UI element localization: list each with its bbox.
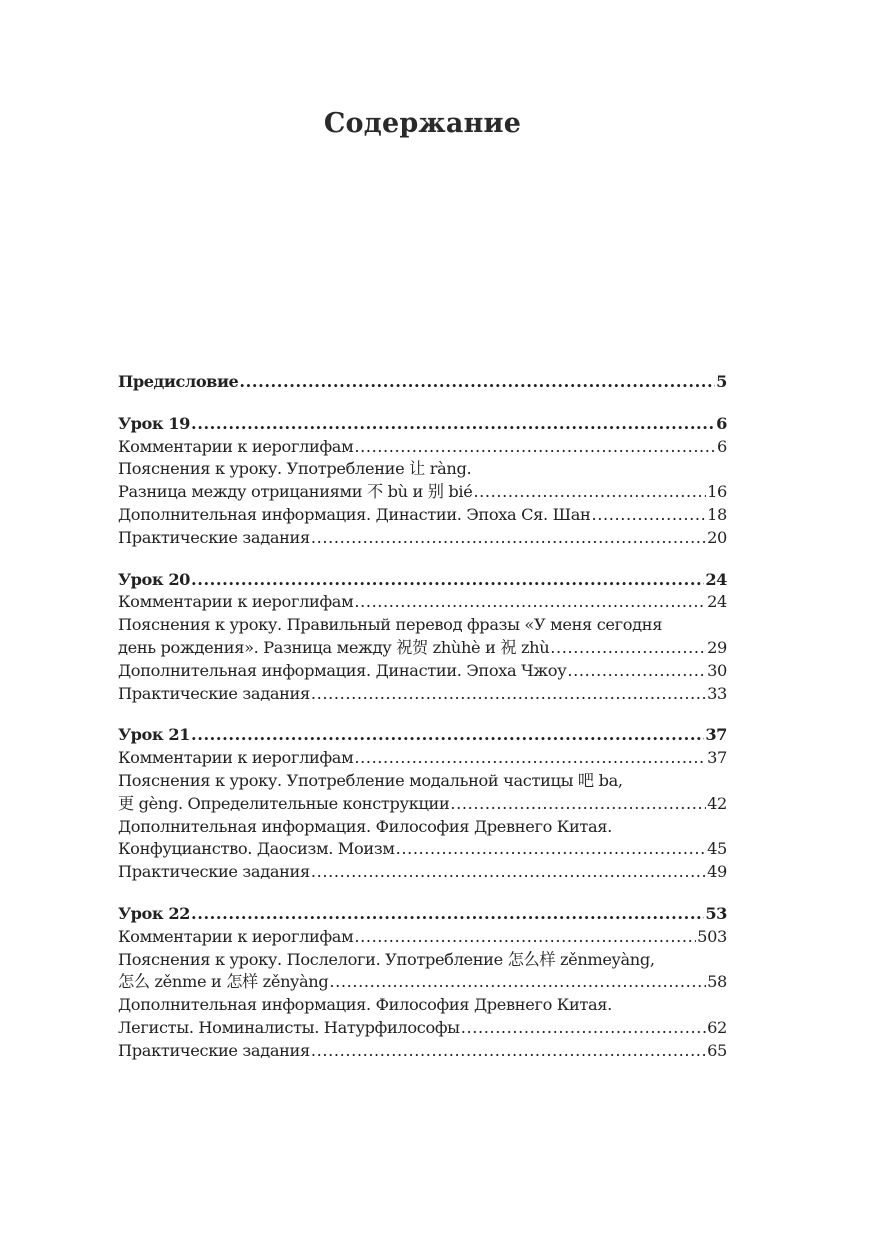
- toc-page-number: 42: [707, 793, 727, 813]
- toc-entry[interactable]: [118, 436, 727, 459]
- toc-entry-title: Легисты. Номиналисты. Натурфилософы: [118, 1017, 460, 1037]
- toc-page-number: 20: [707, 527, 727, 547]
- toc-page-number: 53: [705, 903, 727, 923]
- toc-entry-title: Разница между отрицаниями 不 bù и 别 bié: [118, 482, 473, 502]
- toc-page-number: 62: [707, 1017, 727, 1037]
- toc-entry[interactable]: [118, 660, 727, 683]
- toc-entry-title: Практические задания: [118, 1040, 310, 1060]
- toc-entry[interactable]: [118, 838, 727, 861]
- toc-page-number: 16: [707, 482, 727, 502]
- toc-entry-title: день рождения». Разница между 祝贺 zhùhè и 祝 zhù: [118, 637, 550, 657]
- toc-entry[interactable]: [118, 683, 727, 706]
- toc-lesson-19: [118, 413, 727, 550]
- toc-entry[interactable]: [118, 481, 727, 504]
- toc-entry-title: Комментарии к иероглифам: [118, 592, 354, 612]
- toc-page-number: 49: [707, 862, 727, 882]
- toc-entry-title: Предисловие: [118, 372, 239, 391]
- toc-page-number: 24: [707, 592, 727, 612]
- dot-leader: [311, 861, 706, 884]
- dot-leader: [311, 683, 706, 706]
- dot-leader: [191, 724, 704, 747]
- dot-leader: [461, 1017, 706, 1040]
- toc-entry-title: Комментарии к иероглифам: [118, 926, 354, 946]
- toc-lesson-20: [118, 569, 727, 706]
- dot-leader: [354, 926, 696, 949]
- toc-page-number: 33: [707, 683, 727, 703]
- toc-entry-preface[interactable]: [118, 371, 727, 394]
- toc-lesson-heading[interactable]: [118, 413, 727, 436]
- dot-leader: [450, 793, 706, 816]
- toc-entry-line: Дополнительная информация. Философия Древнего Китая.: [118, 816, 612, 836]
- toc-lesson-21: [118, 724, 727, 884]
- toc-lesson-heading[interactable]: [118, 724, 727, 747]
- toc-entry[interactable]: [118, 793, 727, 816]
- toc-entry-line: Дополнительная информация. Философия Древнего Китая.: [118, 995, 612, 1015]
- dot-leader: [396, 838, 707, 861]
- toc-page-number: 5: [716, 372, 727, 391]
- toc-entry-title: Комментарии к иероглифам: [118, 748, 354, 768]
- dot-leader: [191, 903, 704, 926]
- dot-leader: [311, 1040, 706, 1063]
- toc-entry-title: Комментарии к иероглифам: [118, 436, 354, 456]
- toc-entry-title: Дополнительная информация. Династии. Эпоха Чжоу: [118, 660, 567, 680]
- toc-entry-title: Конфуцианство. Даосизм. Моизм: [118, 839, 395, 859]
- toc-page-number: 18: [707, 504, 727, 524]
- toc-entry[interactable]: [118, 1040, 727, 1063]
- toc-entry-title: Дополнительная информация. Династии. Эпоха Ся. Шан: [118, 504, 591, 524]
- toc-entry[interactable]: [118, 926, 727, 949]
- dot-leader: [550, 637, 706, 660]
- toc-entry[interactable]: [118, 504, 727, 527]
- toc-entry-line: Пояснения к уроку. Употребление модальной частицы 吧 ba,: [118, 770, 623, 790]
- toc-entry[interactable]: [118, 747, 727, 770]
- toc-entry-line: Пояснения к уроку. Правильный перевод фразы «У меня сегодня: [118, 615, 663, 635]
- toc-lesson-heading[interactable]: [118, 903, 727, 926]
- dot-leader: [473, 481, 706, 504]
- toc-page-number: 58: [707, 972, 727, 992]
- toc-entry[interactable]: [118, 1017, 727, 1040]
- toc-entry-line: Пояснения к уроку. Послелоги. Употребление 怎么样 zěnmeyàng,: [118, 949, 655, 969]
- dot-leader: [567, 660, 706, 683]
- toc-entry-title: Урок 21: [118, 725, 190, 745]
- toc-entry-title: Практические задания: [118, 683, 310, 703]
- toc-entry-title: Практические задания: [118, 862, 310, 882]
- toc-lesson-heading[interactable]: [118, 569, 727, 592]
- toc-page-number: 6: [717, 436, 727, 456]
- toc-page-number: 6: [716, 413, 727, 433]
- dot-leader: [191, 569, 704, 592]
- toc-page-number: 45: [707, 839, 727, 859]
- toc-entry-title: Урок 19: [118, 413, 190, 433]
- table-of-contents: [118, 371, 727, 1082]
- toc-entry-title: Практические задания: [118, 527, 310, 547]
- toc-entry-title: 更 gèng. Определительные конструкции: [118, 793, 450, 813]
- toc-entry[interactable]: [118, 637, 727, 660]
- dot-leader: [239, 371, 715, 394]
- toc-entry-line: Пояснения к уроку. Употребление 让 ràng.: [118, 459, 472, 479]
- toc-preface: [118, 371, 727, 394]
- dot-leader: [354, 747, 706, 770]
- dot-leader: [591, 504, 706, 527]
- dot-leader: [329, 971, 706, 994]
- dot-leader: [354, 591, 706, 614]
- toc-entry[interactable]: [118, 971, 727, 994]
- dot-leader: [311, 527, 706, 550]
- toc-lesson-22: [118, 903, 727, 1063]
- dot-leader: [191, 413, 715, 436]
- toc-page-number: 37: [707, 748, 727, 768]
- toc-page-number: 30: [707, 660, 727, 680]
- toc-page-number: 37: [705, 725, 727, 745]
- dot-leader: [354, 436, 716, 459]
- toc-entry-title: Урок 20: [118, 569, 190, 589]
- toc-entry[interactable]: [118, 591, 727, 614]
- toc-page-number: 24: [705, 569, 727, 589]
- page-title: Содержание: [323, 108, 522, 139]
- toc-entry-title: Урок 22: [118, 903, 190, 923]
- toc-entry[interactable]: [118, 861, 727, 884]
- toc-entry-title: 怎么 zěnme и 怎样 zěnyàng: [118, 972, 329, 992]
- toc-page-number: 29: [707, 637, 727, 657]
- toc-page-number: 503: [697, 926, 727, 946]
- toc-entry[interactable]: [118, 527, 727, 550]
- toc-page-number: 65: [707, 1040, 727, 1060]
- toc-lessons: [118, 413, 727, 1063]
